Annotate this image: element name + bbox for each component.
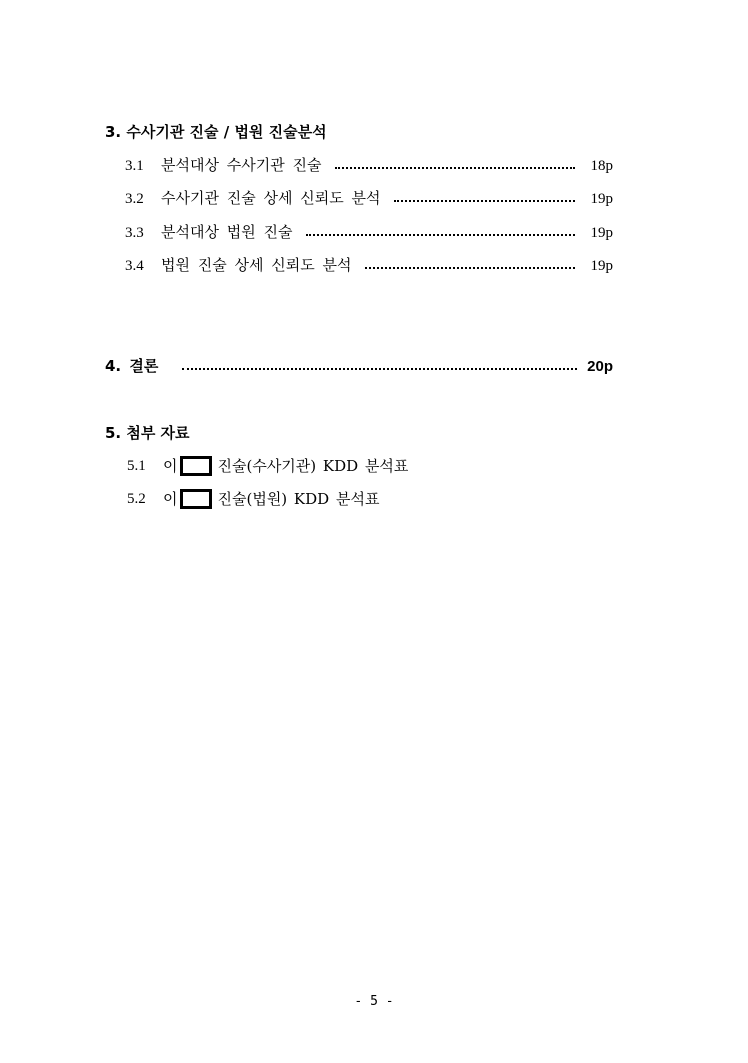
- dot-leader: [335, 167, 575, 169]
- toc-entry-number: 3.2: [125, 191, 144, 207]
- toc-entry-page: 19p: [590, 258, 613, 274]
- toc-entry-title: 분석대상 수사기관 진술: [161, 156, 322, 174]
- toc-entry-page: 19p: [590, 191, 613, 207]
- toc-entry-number: 3.4: [125, 258, 144, 274]
- section-4-title: 4. 결론: [105, 357, 159, 375]
- section-4-page: 20p: [587, 358, 613, 375]
- attachment-5-2[interactable]: [127, 489, 379, 509]
- attachment-number: 5.1: [127, 458, 146, 474]
- toc-entry-number: 3.1: [125, 158, 144, 174]
- toc-entry-title: 분석대상 법원 진술: [161, 223, 293, 241]
- section-5-heading: 5. 첨부 자료: [105, 424, 190, 442]
- redaction-box: [180, 489, 212, 509]
- attachment-text: 진술(수사기관) KDD 분석표: [217, 457, 409, 475]
- toc-entry-3-2[interactable]: [125, 188, 613, 209]
- section-3-heading: 3. 수사기관 진술 / 법원 진술분석: [105, 123, 327, 141]
- toc-entry-page: 18p: [590, 158, 613, 174]
- attachment-prefix: 이: [163, 490, 178, 508]
- toc-entry-3-4[interactable]: [125, 255, 613, 276]
- toc-entry-4[interactable]: [105, 356, 613, 377]
- attachment-prefix: 이: [163, 457, 178, 475]
- attachment-text: 진술(법원) KDD 분석표: [217, 490, 380, 508]
- dot-leader: [394, 200, 575, 202]
- toc-entry-title: 수사기관 진술 상세 신뢰도 분석: [161, 189, 381, 207]
- attachment-number: 5.2: [127, 491, 146, 507]
- dot-leader: [365, 267, 575, 269]
- page-number: - 5 -: [354, 994, 394, 1009]
- toc-entry-3-3[interactable]: [125, 222, 613, 243]
- toc-entry-3-1[interactable]: [125, 155, 613, 176]
- attachment-5-1[interactable]: [127, 456, 408, 476]
- toc-entry-number: 3.3: [125, 225, 144, 241]
- redaction-box: [180, 456, 212, 476]
- toc-entry-title: 법원 진술 상세 신뢰도 분석: [161, 256, 352, 274]
- dot-leader: [182, 368, 577, 370]
- toc-entry-page: 19p: [590, 225, 613, 241]
- dot-leader: [306, 234, 575, 236]
